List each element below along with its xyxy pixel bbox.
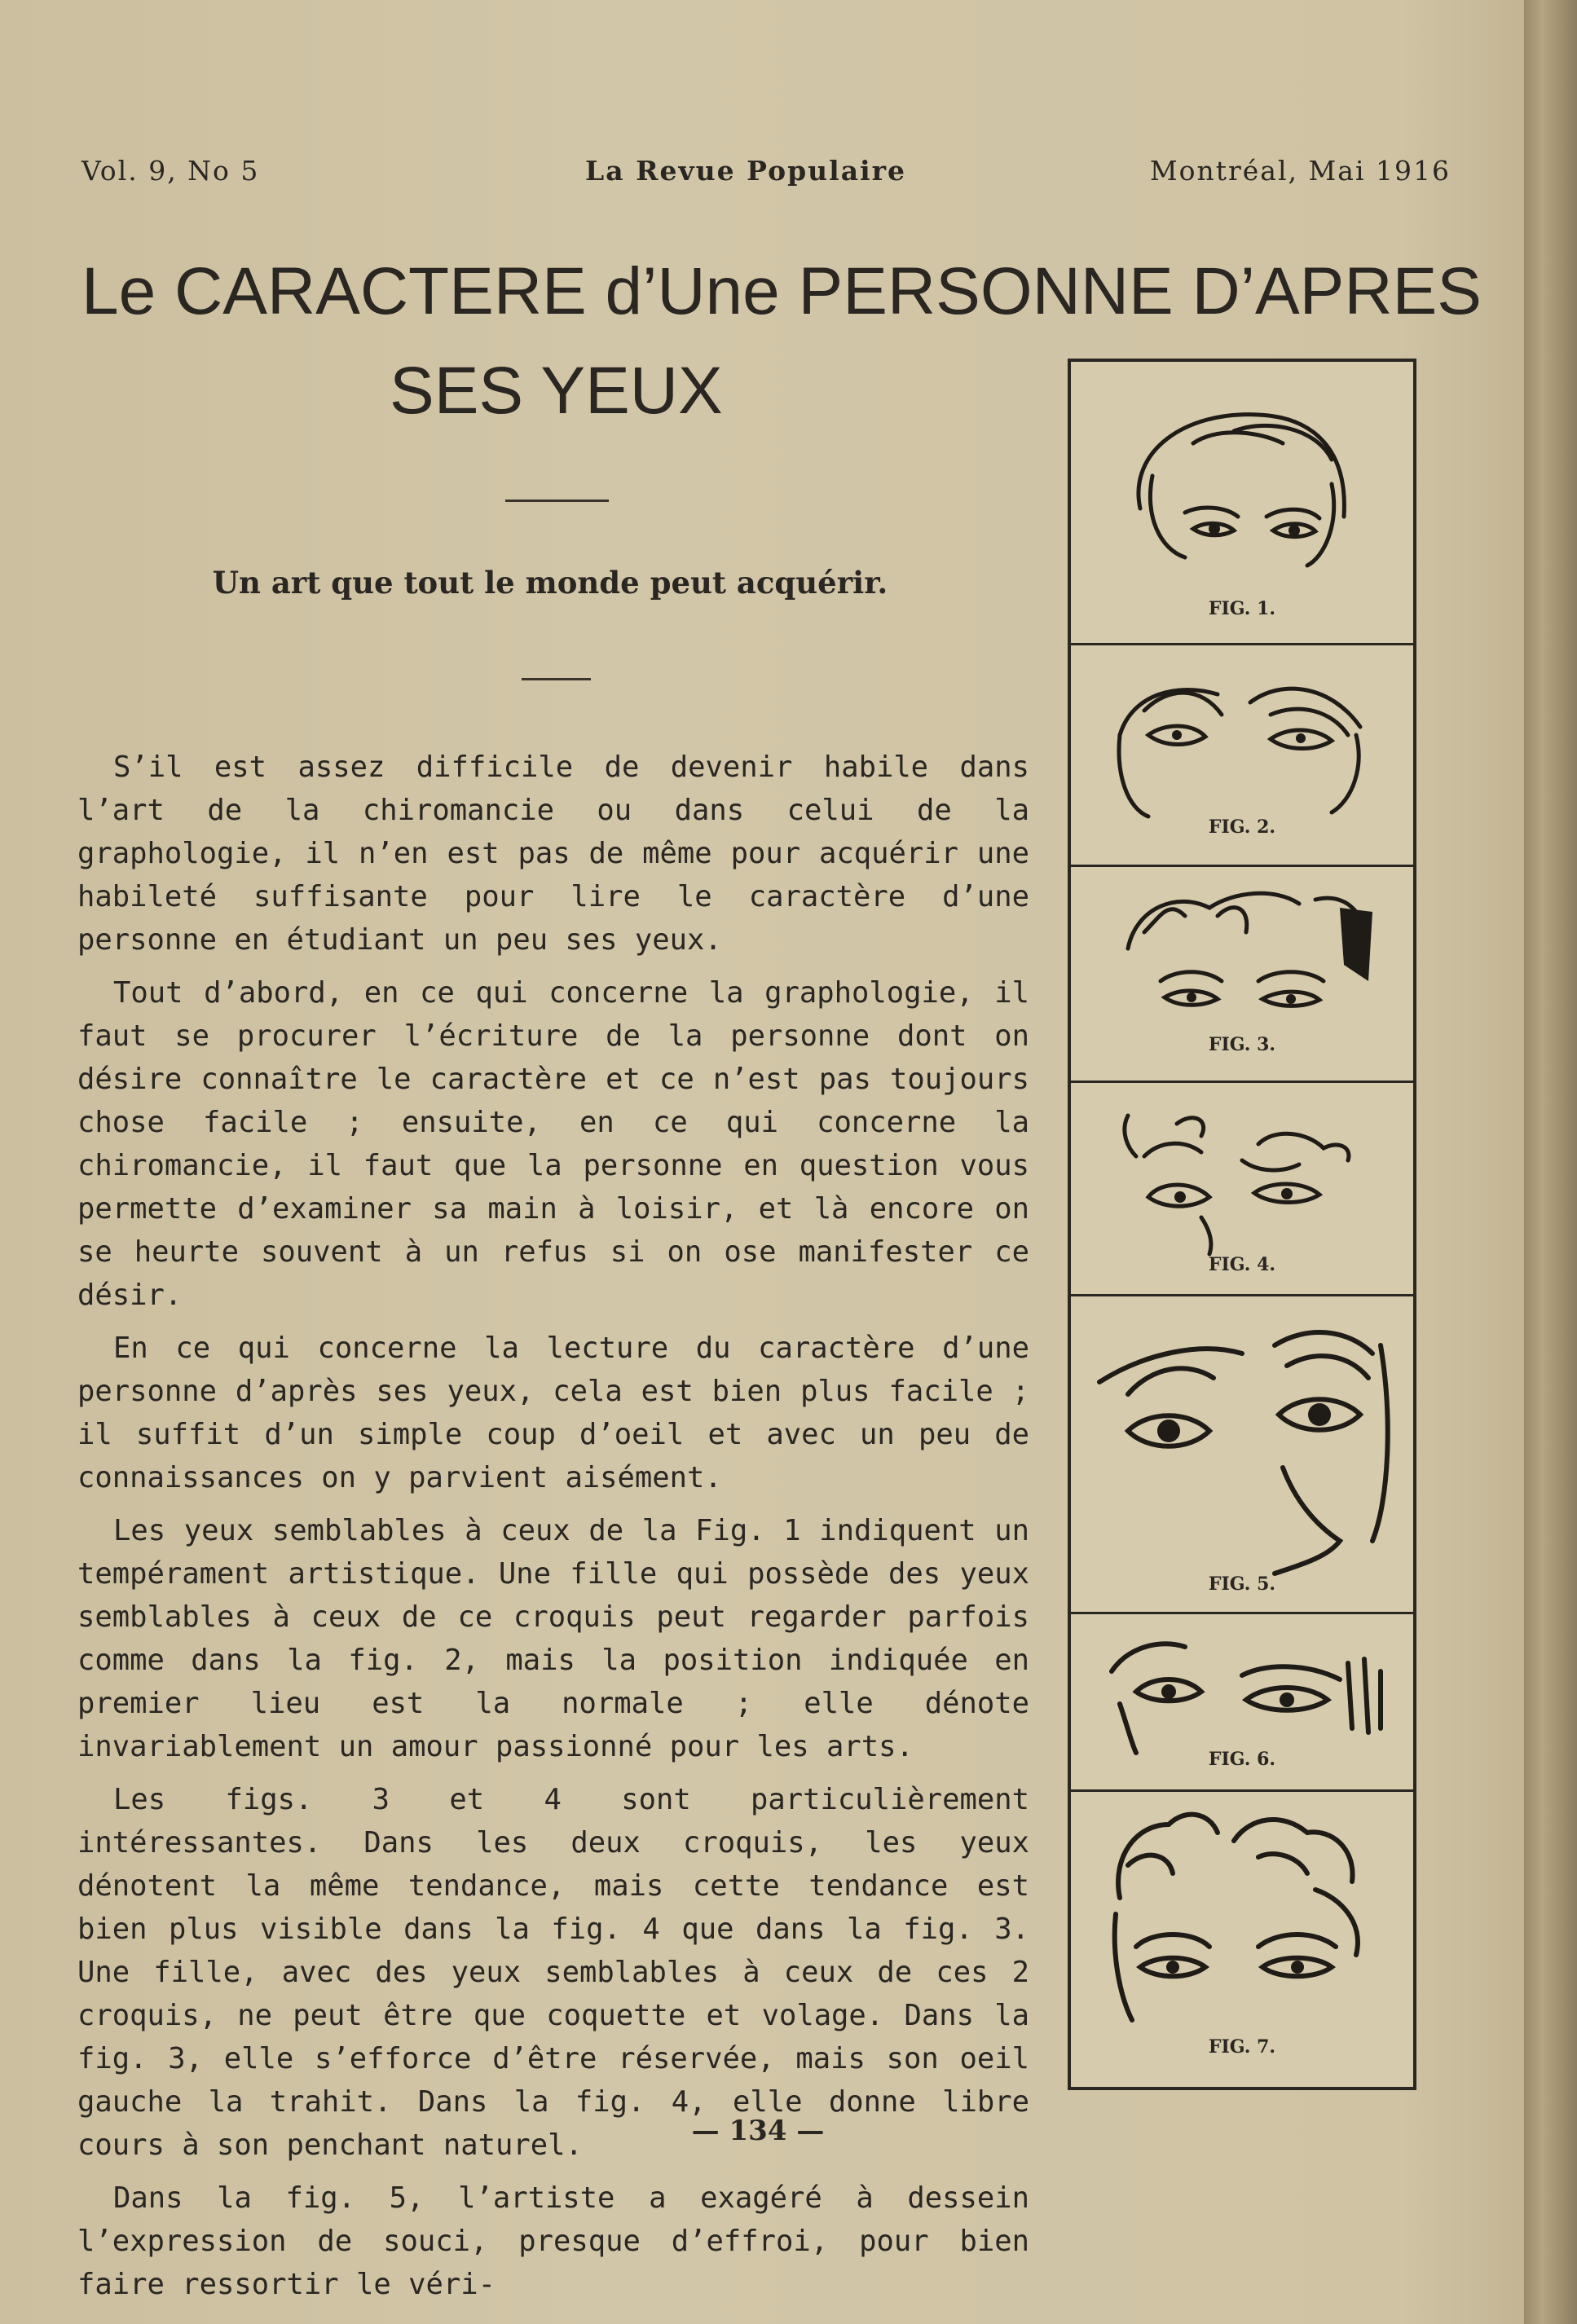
volume-number: Vol. 9, No 5 bbox=[81, 155, 260, 187]
figure-label: FIG. 3. bbox=[1208, 1034, 1276, 1055]
figure-3 bbox=[1071, 867, 1413, 1083]
figure-label: FIG. 4. bbox=[1208, 1254, 1276, 1275]
eyes-sketch-illustration bbox=[1071, 1296, 1413, 1613]
figure-4 bbox=[1071, 1083, 1413, 1296]
subtitle-divider bbox=[522, 678, 591, 680]
figure-label: FIG. 6. bbox=[1208, 1749, 1276, 1770]
figure-7 bbox=[1071, 1792, 1413, 2087]
paragraph: Les figs. 3 et 4 sont particulièrement intéressantes. Dans les deux croquis, les yeux dénotent la même tendance, mais cette tendance est bien plus visible dans la fig. 4 que dans la fig. 3. Une fille, avec des yeux semblables à ceux de ces 2 croquis, ne peut être que coquette et volage. Dans la fig. 3, elle s’efforce d’être réservée, mais son oeil gauche la trahit. Dans la fig. 4, elle donne libre cours à son penchant naturel. bbox=[77, 1783, 1029, 2162]
figure-1 bbox=[1071, 362, 1413, 645]
figure-2 bbox=[1071, 645, 1413, 867]
paragraph: Tout d’abord, en ce qui concerne la graphologie, il faut se procurer l’écriture de la personne dont on désire connaître le caractère et ce n’est pas toujours chose facile ; ensuite, en ce qui concerne la chiromancie, il faut que la personne en question vous permette d’examiner sa main à loisir, et là encore on se heurte souvent à un refus si on ose manifester ce désir. bbox=[77, 976, 1029, 1312]
figure-5 bbox=[1071, 1296, 1413, 1614]
figures-column bbox=[1068, 359, 1416, 2090]
article-body bbox=[77, 746, 1029, 2316]
figure-label: FIG. 5. bbox=[1208, 1574, 1276, 1595]
paragraph: S’il est assez difficile de devenir habile dans l’art de la chiromancie ou dans celui de la graphologie, il n’en est pas de même pour acquérir une habileté suffisante pour lire le caractère d’une personne en étudiant un peu ses yeux. bbox=[77, 750, 1029, 957]
running-header bbox=[81, 155, 1451, 196]
figure-label: FIG. 2. bbox=[1208, 816, 1276, 838]
page-number: — 134 — bbox=[691, 2115, 825, 2147]
article-title-line-1: Le CARACTERE d’Une PERSONNE D’APRES bbox=[81, 254, 1482, 328]
figure-label: FIG. 1. bbox=[1208, 598, 1276, 619]
book-spine bbox=[1524, 0, 1577, 2324]
paragraph: Dans la fig. 5, l’artiste a exagéré à dessein l’expression de souci, presque d’effroi, pour bien faire ressortir le véri- bbox=[77, 2181, 1029, 2301]
title-divider bbox=[505, 500, 609, 502]
issue-date: Montréal, Mai 1916 bbox=[1149, 155, 1451, 187]
paragraph: En ce qui concerne la lecture du caractère d’une personne d’après ses yeux, cela est bien plus facile ; il suffit d’un simple coup d’oeil et avec un peu de connaissances on y parvient aisément. bbox=[77, 1331, 1029, 1494]
paragraph: Les yeux semblables à ceux de la Fig. 1 indiquent un tempérament artistique. Une fille qui possède des yeux semblables à ceux de ce croquis peut regarder parfois comme dans la fig. 2, mais la position indiquée en premier lieu est la normale ; elle dénote invariablement un amour passionné pour les arts. bbox=[77, 1514, 1029, 1763]
publication-name: La Revue Populaire bbox=[585, 155, 906, 187]
article-subtitle: Un art que tout le monde peut acquérir. bbox=[212, 565, 888, 601]
figure-label: FIG. 7. bbox=[1208, 2036, 1276, 2058]
figure-6 bbox=[1071, 1614, 1413, 1792]
article-title-line-2: SES YEUX bbox=[390, 354, 723, 428]
